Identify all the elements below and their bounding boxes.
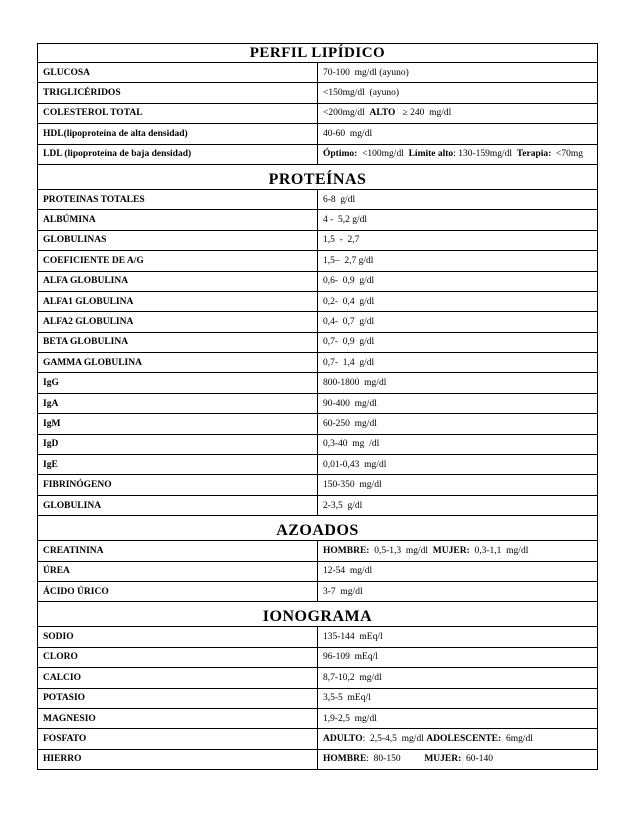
range-text: : 130-159mg/dl [453,149,517,160]
table-row [38,708,598,728]
reference-range [318,353,598,373]
table-row [38,189,598,209]
test-name: ÁCIDO ÚRICO [38,581,318,601]
range-text: 2-3,5 g/dl [323,500,363,511]
section-header-row [38,602,598,627]
reference-range [318,83,598,103]
reference-range [318,475,598,495]
test-name: ALFA1 GLOBULINA [38,291,318,311]
reference-range [318,668,598,688]
table-row [38,291,598,311]
table-row [38,230,598,250]
reference-range [318,455,598,475]
reference-range [318,688,598,708]
range-text: <150mg/dl (ayuno) [323,88,400,99]
table-row [38,541,598,561]
test-name: FIBRINÓGENO [38,475,318,495]
reference-range [318,332,598,352]
reference-range [318,393,598,413]
test-name: ÚREA [38,561,318,581]
range-text: 0,2- 0,4 g/dl [323,296,375,307]
range-text: 40-60 mg/dl [323,128,373,139]
table-row [38,581,598,601]
table-row [38,251,598,271]
table-row [38,144,598,164]
test-name: IgE [38,455,318,475]
range-text: 0,01-0,43 mg/dl [323,459,387,470]
reference-values-table [37,43,598,770]
test-name: ALBÚMINA [38,210,318,230]
test-name: GLUCOSA [38,63,318,83]
test-name: MAGNESIO [38,708,318,728]
range-qualifier: Límite alto [408,149,454,160]
range-text: 1,9-2,5 mg/dl [323,713,377,724]
test-name: HIERRO [38,749,318,769]
test-name: CLORO [38,647,318,667]
range-text: <200mg/dl [323,108,370,119]
table-row [38,312,598,332]
test-name: IgG [38,373,318,393]
range-text: 800-1800 mg/dl [323,378,387,389]
range-text: 0,7- 0,9 g/dl [323,337,375,348]
table-row [38,271,598,291]
range-text: 135-144 mEq/l [323,632,383,643]
range-text: <70mg [551,149,584,160]
table-row [38,63,598,83]
table-row [38,729,598,749]
table-row [38,455,598,475]
reference-range [318,627,598,647]
range-text: 6mg/dl [501,734,533,745]
table-row [38,373,598,393]
reference-range [318,434,598,454]
test-name: BETA GLOBULINA [38,332,318,352]
test-name: ALFA GLOBULINA [38,271,318,291]
test-name: IgA [38,393,318,413]
section-header-row [38,164,598,189]
table-row [38,561,598,581]
range-text: 60-140 [461,754,493,765]
range-text: 0,3-1,1 mg/dl [469,545,529,556]
range-text: : 2,5-4,5 mg/dl [362,734,427,745]
test-name: FOSFATO [38,729,318,749]
table-row [38,495,598,515]
test-name: ALFA2 GLOBULINA [38,312,318,332]
table-row [38,668,598,688]
test-name: PROTEINAS TOTALES [38,189,318,209]
test-name: HDL(lipoproteína de alta densidad) [38,124,318,144]
table-row [38,749,598,769]
reference-range [318,495,598,515]
test-name: GLOBULINA [38,495,318,515]
test-name: GAMMA GLOBULINA [38,353,318,373]
table-row [38,688,598,708]
reference-range [318,189,598,209]
reference-range [318,647,598,667]
range-text: 1,5 - 2,7 [323,235,360,246]
range-text: 4 - 5,2 g/dl [323,215,368,226]
range-qualifier: ALTO [369,108,396,119]
test-name: TRIGLICÉRIDOS [38,83,318,103]
range-qualifier: Óptimo: [323,149,358,160]
range-text: ≥ 240 mg/dl [395,108,452,119]
range-text: 70-100 mg/dl (ayuno) [323,67,409,78]
range-text: 60-250 mg/dl [323,418,377,429]
range-text: <100mg/dl [357,149,409,160]
reference-range [318,708,598,728]
table-row [38,353,598,373]
range-text: 1,5– 2,7 g/dl [323,255,374,266]
reference-range [318,210,598,230]
table-row [38,83,598,103]
range-text: 3,5-5 mEq/l [323,693,371,704]
range-qualifier: HOMBRE [323,754,367,765]
table-row [38,647,598,667]
table-row [38,124,598,144]
range-qualifier: HOMBRE: [323,545,370,556]
section-header-row [38,44,598,63]
test-name: COEFICIENTE DE A/G [38,251,318,271]
range-text: 12-54 mg/dl [323,566,373,577]
reference-range [318,373,598,393]
range-text: 8,7-10,2 mg/dl [323,672,382,683]
range-text: 0,5-1,3 mg/dl [369,545,433,556]
range-qualifier: Terapia: [516,149,552,160]
range-text: 6-8 g/dl [323,194,356,205]
test-name: CREATININA [38,541,318,561]
reference-range [318,581,598,601]
range-text: : 80-150 [366,754,425,765]
range-text: 0,7- 1,4 g/dl [323,357,375,368]
reference-range [318,271,598,291]
test-name: LDL (lipoproteína de baja densidad) [38,144,318,164]
range-qualifier: MUJER: [432,545,470,556]
test-name: IgM [38,414,318,434]
range-text: 0,6- 0,9 g/dl [323,276,375,287]
range-text: 0,4- 0,7 g/dl [323,316,375,327]
test-name: IgD [38,434,318,454]
test-name: GLOBULINAS [38,230,318,250]
table-row [38,332,598,352]
reference-range [318,291,598,311]
range-text: 150-350 mg/dl [323,480,382,491]
reference-range [318,729,598,749]
section-title: AZOADOS [38,516,598,541]
range-text: 96-109 mEq/l [323,652,378,663]
table-row [38,627,598,647]
reference-range [318,230,598,250]
range-text: 3-7 mg/dl [323,586,363,597]
reference-range [318,103,598,123]
section-header-row [38,516,598,541]
reference-range [318,251,598,271]
range-qualifier: ADOLESCENTE: [426,734,502,745]
reference-range [318,124,598,144]
table-row [38,434,598,454]
section-title: PERFIL LIPÍDICO [38,44,598,63]
test-name: CALCIO [38,668,318,688]
reference-range [318,63,598,83]
test-name: POTASIO [38,688,318,708]
reference-range [318,414,598,434]
reference-range [318,144,598,164]
table-row [38,475,598,495]
table-row [38,103,598,123]
section-title: PROTEÍNAS [38,164,598,189]
test-name: COLESTEROL TOTAL [38,103,318,123]
range-qualifier: ADULTO [323,734,363,745]
range-text: 0,3-40 mg /dl [323,439,380,450]
table-row [38,414,598,434]
reference-range [318,561,598,581]
reference-range [318,749,598,769]
section-title: IONOGRAMA [38,602,598,627]
reference-range [318,312,598,332]
reference-range [318,541,598,561]
test-name: SODIO [38,627,318,647]
range-text: 90-400 mg/dl [323,398,377,409]
range-qualifier: MUJER: [424,754,462,765]
table-row [38,210,598,230]
table-row [38,393,598,413]
